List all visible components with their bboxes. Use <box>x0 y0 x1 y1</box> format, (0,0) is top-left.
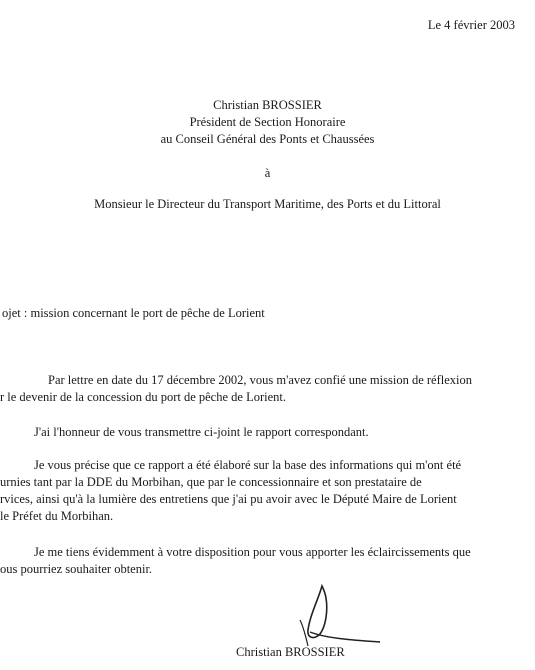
paragraph-line: Je me tiens évidemment à votre disposition pour vous apporter les éclaircissements que <box>34 545 471 559</box>
paragraph-2: J'ai l'honneur de vous transmettre ci-joint le rapport correspondant. <box>34 425 369 439</box>
sender-block <box>0 97 535 148</box>
paragraph-line: Je vous précise que ce rapport a été élaboré sur la base des informations qui m'ont été <box>34 458 462 472</box>
signature-name: Christian BROSSIER <box>236 645 345 659</box>
sender-title: Président de Section Honoraire <box>189 115 346 129</box>
paragraph-1 <box>0 372 472 406</box>
paragraph-4 <box>0 544 471 578</box>
paragraph-line: urnies tant par la DDE du Morbihan, que par le concessionnaire et son prestataire de <box>0 475 422 489</box>
paragraph-3 <box>0 457 461 525</box>
subject-line: ojet : mission concernant le port de pêche de Lorient <box>2 306 265 320</box>
to-word: à <box>264 166 271 180</box>
paragraph-line: le Préfet du Morbihan. <box>0 509 114 523</box>
paragraph-line: ous pourriez souhaiter obtenir. <box>0 562 153 576</box>
sender-name: Christian BROSSIER <box>213 98 322 112</box>
paragraph-line: Par lettre en date du 17 décembre 2002, vous m'avez confié une mission de réflexion <box>48 373 472 387</box>
paragraph-line: r le devenir de la concession du port de pêche de Lorient. <box>0 390 286 404</box>
letter-date: Le 4 février 2003 <box>427 18 515 32</box>
paragraph-line: rvices, ainsi qu'à la lumière des entretiens que j'ai pu avoir avec le Député Maire de Lorient <box>0 492 457 506</box>
recipient: Monsieur le Directeur du Transport Maritime, des Ports et du Littoral <box>94 197 441 211</box>
sender-organization: au Conseil Général des Ponts et Chaussées <box>160 132 375 146</box>
